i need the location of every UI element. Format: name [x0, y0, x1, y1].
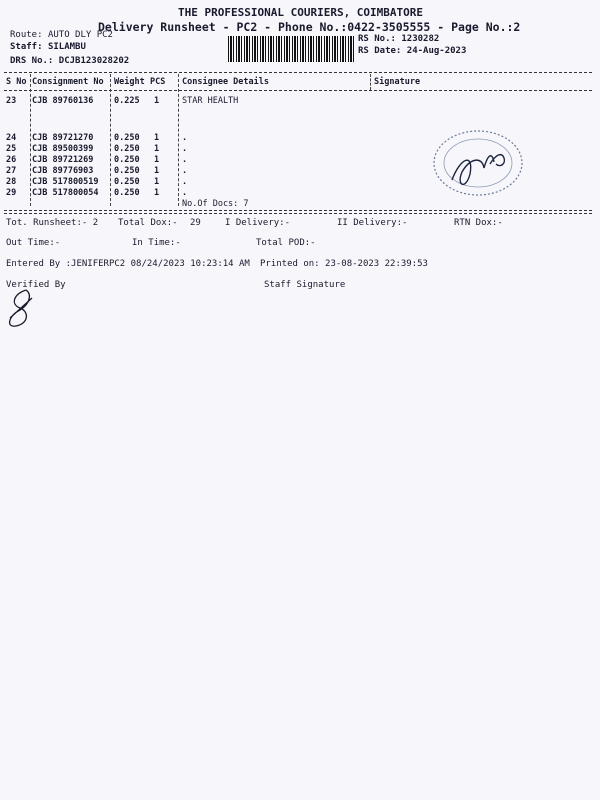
row-weight: 0.250: [114, 155, 140, 165]
entered-by: Entered By :JENIFERPC2 08/24/2023 10:23:14 AM: [6, 259, 250, 269]
table-top-rule: [4, 72, 592, 73]
col-separator: [178, 74, 179, 206]
route-value: AUTO DLY PC2: [47, 30, 113, 40]
staff-signature: Staff Signature: [264, 280, 346, 290]
row-pcs: 1: [154, 177, 160, 187]
out-time: Out Time:-: [6, 238, 61, 248]
no-of-docs: No.Of Docs: 7: [182, 199, 249, 209]
in-time: In Time:-: [132, 238, 181, 248]
row-sno: 26: [6, 155, 17, 165]
barcode: [228, 36, 354, 62]
row-details: STAR HEALTH: [182, 96, 239, 106]
company-name: THE PROFESSIONAL COURIERS, COIMBATORE: [178, 6, 424, 19]
row-consignment: CJB 89776903: [32, 166, 94, 176]
row-weight: 0.250: [114, 144, 140, 154]
row-details: .: [182, 166, 188, 176]
rs-date-line: [358, 46, 466, 56]
rtn-dox: RTN Dox:-: [454, 218, 503, 228]
row-details: .: [182, 188, 188, 198]
col-separator: [110, 74, 111, 206]
table-bottom-rule: [4, 210, 592, 211]
row-consignment: CJB 517800519: [32, 177, 99, 187]
i-delivery: I Delivery:-: [225, 218, 291, 228]
verifier-signature-icon: [4, 288, 36, 330]
col-details: Consignee Details: [182, 77, 269, 87]
total-dox-value: 29: [190, 218, 201, 228]
row-pcs: 1: [154, 133, 160, 143]
row-sno: 28: [6, 177, 17, 187]
col-sno: S No: [6, 77, 27, 87]
staff-line: [10, 42, 86, 52]
row-weight: 0.250: [114, 177, 140, 187]
row-weight: 0.250: [114, 166, 140, 176]
ii-delivery: II Delivery:-: [337, 218, 408, 228]
row-sno: 29: [6, 188, 17, 198]
drs-value: DCJB123028202: [58, 56, 130, 66]
tot-runsheet: Tot. Runsheet:- 2: [6, 218, 99, 228]
row-details: .: [182, 133, 188, 143]
printed-on: Printed on: 23-08-2023 22:39:53: [260, 259, 428, 269]
route-line: [10, 30, 113, 40]
row-consignment: CJB 89721270: [32, 133, 94, 143]
rs-no-line: [358, 34, 439, 44]
col-separator: [30, 74, 31, 206]
row-sno: 23: [6, 96, 17, 106]
col-separator: [370, 74, 371, 90]
row-details: .: [182, 144, 188, 154]
row-weight: 0.225: [114, 96, 140, 106]
drs-line: [10, 56, 129, 66]
table-header-rule: [4, 90, 592, 91]
staff-value: SILAMBU: [47, 42, 86, 52]
col-pcs: PCS: [150, 77, 166, 87]
row-weight: 0.250: [114, 133, 140, 143]
rs-no-label: RS No.:: [358, 34, 396, 44]
col-consignment: Consignment No: [32, 77, 104, 87]
staff-label: Staff:: [10, 42, 43, 52]
rs-no-value: 1230282: [401, 34, 440, 44]
row-consignment: CJB 89760136: [32, 96, 94, 106]
row-pcs: 1: [154, 188, 160, 198]
total-dox-label: Total Dox:-: [118, 218, 178, 228]
route-label: Route:: [10, 30, 43, 40]
rs-date-label: RS Date:: [358, 46, 402, 56]
row-sno: 25: [6, 144, 17, 154]
table-bottom-rule-2: [4, 213, 592, 214]
row-pcs: 1: [154, 144, 160, 154]
row-pcs: 1: [154, 166, 160, 176]
row-consignment: CJB 517800054: [32, 188, 99, 198]
row-consignment: CJB 89500399: [32, 144, 94, 154]
rs-date-value: 24-Aug-2023: [406, 46, 467, 56]
col-weight: Weight: [114, 77, 145, 87]
row-weight: 0.250: [114, 188, 140, 198]
signature-stamp-icon: [430, 128, 526, 198]
row-details: .: [182, 155, 188, 165]
col-signature: Signature: [374, 77, 421, 87]
row-pcs: 1: [154, 155, 160, 165]
row-pcs: 1: [154, 96, 160, 106]
row-sno: 27: [6, 166, 17, 176]
verified-by: Verified By: [6, 280, 66, 290]
row-sno: 24: [6, 133, 17, 143]
runsheet-title: Delivery Runsheet - PC2 - Phone No.:0422-3505555 - Page No.:2: [98, 20, 521, 34]
total-pod: Total POD:-: [256, 238, 316, 248]
row-details: .: [182, 177, 188, 187]
drs-label: DRS No.:: [10, 56, 54, 66]
row-consignment: CJB 89721269: [32, 155, 94, 165]
